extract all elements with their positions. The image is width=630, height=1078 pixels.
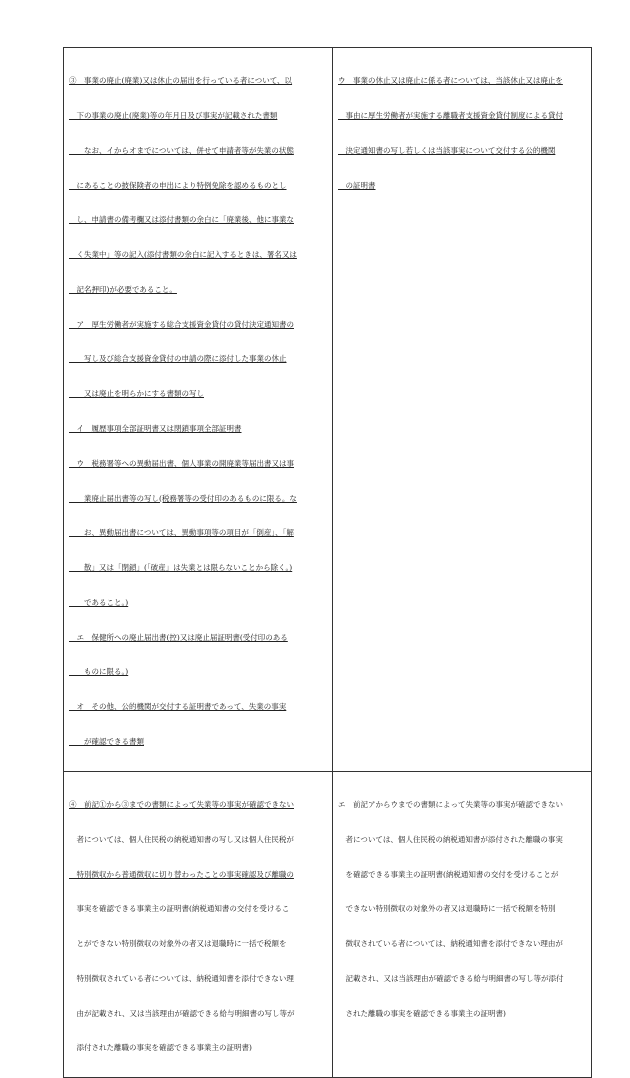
text-line: を確認できる事業主の証明書(納税通知書の交付を受けることが xyxy=(338,869,559,879)
text-line: エ 保健所への廃止届出書(控)又は廃止届証明書(受付印のある xyxy=(69,632,288,642)
text-line: 事実を確認できる事業主の証明書(納税通知書の交付を受けるこ xyxy=(69,904,290,914)
text-line: 散」又は「閉鎖」(「破産」は失業とは限らないことから除く。) xyxy=(69,563,293,573)
text-line: 又は廃止を明らかにする書類の写し xyxy=(69,389,204,399)
text-line: お、異動届出書については、異動事項等の項目が「倒産」、「解 xyxy=(69,528,294,538)
cell-right-lower xyxy=(333,771,592,1077)
text-line: とができない特別徴収の対象外の者又は退職時に一括で税額を xyxy=(69,939,287,949)
table-row-upper xyxy=(64,48,592,772)
cell-left-lower xyxy=(64,771,333,1077)
text-line: ウ 事業の休止又は廃止に係る者については、当該休止又は廃止を xyxy=(338,76,563,86)
left-item-4-block xyxy=(69,776,327,1077)
text-line: 特別徴収されている者については、納税通知書を添付できない理 xyxy=(69,973,294,983)
text-line: 者については、個人住民税の納税通知書が添付された離職の事実 xyxy=(338,834,563,844)
text-line: し、申請書の備考欄又は添付書類の余白に「廃業後、他に事業な xyxy=(69,215,294,225)
text-line: 写し及び総合支援資金貸付の申請の際に添付した事業の休止 xyxy=(69,354,287,364)
text-line: 下の事業の廃止(廃業)等の年月日及び事実が記載された書類 xyxy=(69,110,278,120)
text-line: 添付された離職の事実を確認できる事業主の証明書) xyxy=(69,1043,252,1053)
text-line: ア 厚生労働者が実施する総合支援資金貸付の貸付決定通知書の xyxy=(69,319,294,329)
text-line: なお、イからオまでについては、併せて申請者等が失業の状態 xyxy=(69,145,294,155)
comparison-table xyxy=(63,47,592,1078)
text-line: 由が記載され、又は当該理由が確認できる給与明細書の写し等が xyxy=(69,1008,295,1018)
cell-left-upper xyxy=(64,48,333,772)
right-item-e-block xyxy=(338,776,586,1043)
text-line: にあることの披保険者の申出により特例免除を認めるものとし xyxy=(69,180,287,190)
text-line: できない特別徴収の対象外の者又は退職時に一括で税額を特別 xyxy=(338,904,556,914)
text-line: イ 履歴事項全部証明書又は閉鎖事項全部証明書 xyxy=(69,424,242,433)
text-line: の証明書 xyxy=(338,180,376,190)
text-line: く失業中」等の記入(添付書類の余白に記入するときは、署名又は xyxy=(69,250,297,260)
left-item-3-block xyxy=(69,52,327,771)
text-line: ③ 事業の廃止(廃業)又は休止の届出を行っている者について、以 xyxy=(69,76,293,86)
text-line: 記載され、又は当該理由が確認できる給与明細書の写し等が添付 xyxy=(338,973,564,983)
text-line: ウ 税務署等への異動届出書、個人事業の開廃業等届出書又は事 xyxy=(69,458,294,468)
text-line: ④ 前記①から③までの書類によって失業等の事実が確認できない xyxy=(69,800,294,809)
text-line: 者については、個人住民税の納税通知書の写し又は個人住民税が xyxy=(69,834,294,844)
text-line: 記名押印)が必要であること。 xyxy=(69,284,177,294)
right-item-u-block xyxy=(338,52,586,214)
text-line: が確認できる書類 xyxy=(69,737,144,747)
text-line: された離職の事実を確認できる事業主の証明書) xyxy=(338,1008,506,1018)
text-line: であること。) xyxy=(69,597,129,607)
text-line: 決定通知書の写し若しくは当該事実について交付する公的機関 xyxy=(338,145,556,155)
table-row-lower xyxy=(64,771,592,1077)
text-line: 徴収されている者については、納税通知書を添付できない理由が xyxy=(338,939,563,949)
text-line: 業廃止届出書等の写し(税務署等の受付印のあるものに限る。な xyxy=(69,493,297,503)
text-line: エ 前記アからウまでの書類によって失業等の事実が確認できない xyxy=(338,800,563,809)
text-line: ものに限る。) xyxy=(69,667,129,677)
text-line: 事由に厚生労働者が実施する離職者支援資金貸付制度による貸付 xyxy=(338,110,563,120)
cell-right-upper xyxy=(333,48,592,772)
text-line: 特別徴収から普通徴収に切り替わったことの事実確認及び離職の xyxy=(69,869,294,879)
text-line: オ その他、公的機関が交付する証明書であって、失業の事実 xyxy=(69,702,287,712)
